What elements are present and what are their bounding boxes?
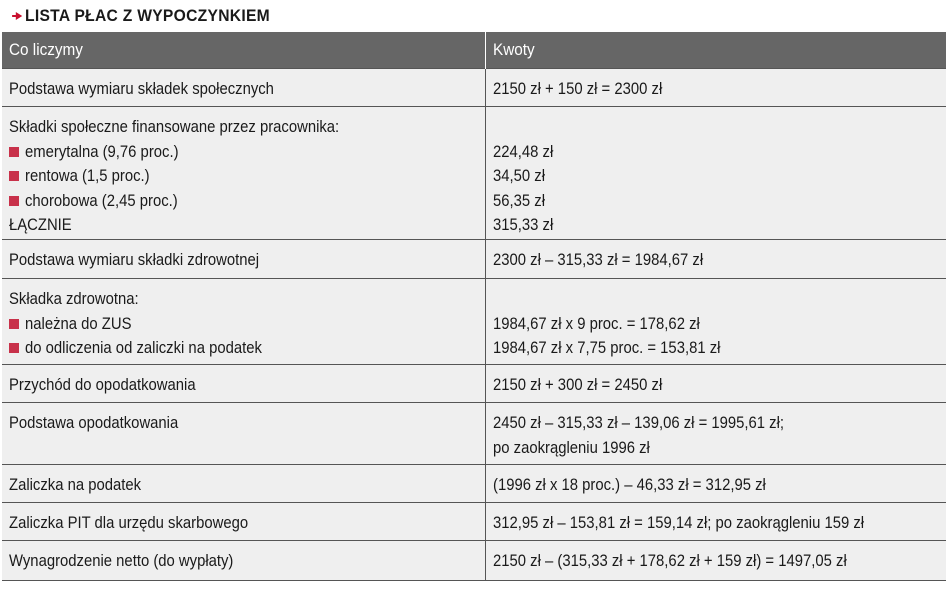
row-value: 2300 zł – 315,33 zł = 1984,67 zł [485, 240, 946, 279]
item-value: 56,35 zł [492, 191, 545, 210]
square-bullet-icon [9, 343, 19, 353]
row-value: 2150 zł – (315,33 zł + 178,62 zł + 159 zł) = 1497,05 zł [485, 541, 946, 581]
list-item: chorobowa (2,45 proc.) [25, 191, 178, 210]
list-item: do odliczenia od zaliczki na podatek [25, 339, 262, 357]
square-bullet-icon [9, 196, 19, 206]
table-row [2, 240, 946, 279]
table-row [2, 541, 946, 581]
row-value: (1996 zł x 18 proc.) – 46,33 zł = 312,95 zł [485, 465, 946, 503]
square-bullet-icon [9, 171, 19, 181]
row-value: 2150 zł + 300 zł = 2450 zł [485, 365, 946, 403]
column-header-what: Co liczymy [2, 32, 485, 69]
row-value: 312,95 zł – 153,81 zł = 159,14 zł; po zaokrągleniu 159 zł [485, 503, 946, 541]
list-item: rentowa (1,5 proc.) [25, 167, 150, 185]
table-row [2, 107, 946, 240]
row-value [485, 279, 946, 365]
total-value: 315,33 zł [492, 216, 553, 234]
item-value: 34,50 zł [492, 167, 545, 185]
item-value: 1984,67 zł x 7,75 proc. = 153,81 zł [492, 339, 720, 357]
item-value: 1984,67 zł x 9 proc. = 178,62 zł [492, 314, 700, 333]
section-label: Składki społeczne finansowane przez pracownika: [9, 118, 340, 136]
row-label: Podstawa opodatkowania [2, 403, 485, 465]
row-label: Podstawa wymiaru składek społecznych [2, 69, 485, 107]
row-value [485, 107, 946, 240]
row-label: Podstawa wymiaru składki zdrowotnej [2, 240, 485, 279]
row-value [485, 403, 946, 465]
title-text: LISTA PŁAC Z WYPOCZYNKIEM [25, 6, 270, 25]
red-arrow-icon [16, 12, 22, 20]
table-row [2, 465, 946, 503]
row-value: 2150 zł + 150 zł = 2300 zł [485, 69, 946, 107]
section-label: Składka zdrowotna: [9, 290, 139, 308]
row-label: Wynagrodzenie netto (do wypłaty) [2, 541, 485, 581]
item-value: 2450 zł – 315,33 zł – 139,06 zł = 1995,61 zł; [492, 414, 784, 432]
square-bullet-icon [9, 147, 19, 157]
row-label: Przychód do opodatkowania [2, 365, 485, 403]
document-title [2, 0, 870, 32]
row-label [2, 107, 485, 240]
item-value: 224,48 zł [492, 142, 553, 161]
table-row [2, 69, 946, 107]
table-row [2, 365, 946, 403]
column-header-amounts: Kwoty [485, 32, 946, 69]
list-item: emerytalna (9,76 proc.) [25, 142, 179, 161]
total-label: ŁĄCZNIE [9, 216, 72, 234]
table-row [2, 279, 946, 365]
table-row [2, 403, 946, 465]
table-row [2, 503, 946, 541]
row-label: Zaliczka na podatek [2, 465, 485, 503]
item-value: po zaokrągleniu 1996 zł [492, 438, 650, 457]
row-label: Zaliczka PIT dla urzędu skarbowego [2, 503, 485, 541]
square-bullet-icon [9, 319, 19, 329]
table-header-row [2, 32, 946, 69]
row-label [2, 279, 485, 365]
list-item: należna do ZUS [25, 314, 132, 333]
payroll-table [2, 32, 946, 581]
